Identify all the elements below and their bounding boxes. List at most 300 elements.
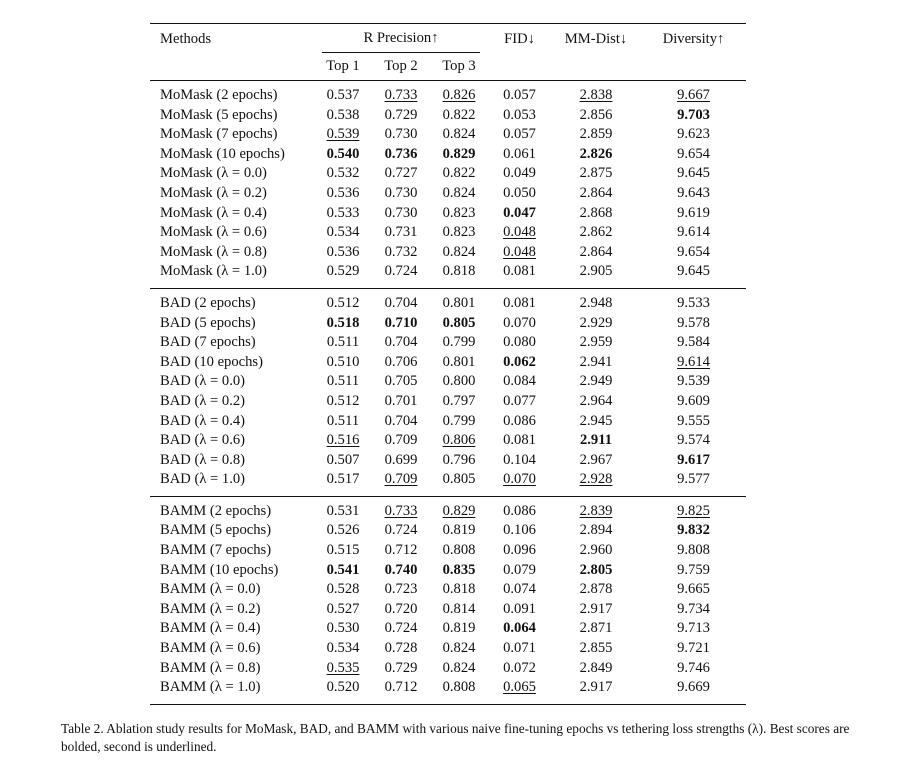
mm-value: 2.945 <box>579 412 613 429</box>
mm-value: 2.949 <box>579 373 613 390</box>
div-value: 9.759 <box>677 561 710 578</box>
top1-cell <box>314 243 372 263</box>
div-cell <box>641 659 746 679</box>
top1-cell <box>314 470 372 496</box>
fid-value: 0.065 <box>503 679 536 696</box>
top3-value: 0.806 <box>442 432 476 449</box>
top1-value: 0.526 <box>326 522 360 539</box>
top3-cell <box>430 639 488 659</box>
method-cell: MoMask (λ = 0.2) <box>160 184 267 201</box>
top1-cell <box>314 262 372 288</box>
top2-value: 0.732 <box>384 243 418 260</box>
top1-value: 0.520 <box>326 679 360 696</box>
div-cell <box>641 204 746 224</box>
table-row <box>150 521 746 541</box>
table-row <box>150 659 746 679</box>
top1-cell <box>314 451 372 471</box>
div-cell <box>641 561 746 581</box>
fid-cell <box>488 353 551 373</box>
top2-cell <box>372 619 430 639</box>
top2-value: 0.706 <box>384 353 418 370</box>
top2-cell <box>372 521 430 541</box>
top3-value: 0.824 <box>442 184 476 201</box>
table-row <box>150 288 746 313</box>
table-row <box>150 164 746 184</box>
mm-cell <box>551 431 641 451</box>
table-row <box>150 639 746 659</box>
mm-value: 2.839 <box>579 502 613 519</box>
mm-value: 2.964 <box>579 392 613 409</box>
top3-value: 0.829 <box>442 502 476 519</box>
div-value: 9.555 <box>677 412 710 429</box>
fid-value: 0.079 <box>503 561 536 578</box>
top2-cell <box>372 659 430 679</box>
mm-value: 2.941 <box>579 353 613 370</box>
table-row <box>150 431 746 451</box>
method-cell: BAD (λ = 0.2) <box>160 392 246 409</box>
div-value: 9.832 <box>677 522 710 539</box>
top2-cell <box>372 496 430 521</box>
mm-value: 2.875 <box>579 165 613 182</box>
top2-value: 0.727 <box>384 165 418 182</box>
top3-cell <box>430 314 488 334</box>
div-cell <box>641 521 746 541</box>
mm-value: 2.878 <box>579 581 613 598</box>
fid-value: 0.061 <box>503 145 536 162</box>
table-row <box>150 262 746 288</box>
fid-value: 0.081 <box>503 432 536 449</box>
div-value: 9.577 <box>677 471 710 488</box>
top3-value: 0.824 <box>442 126 476 143</box>
top2-cell <box>372 470 430 496</box>
mm-value: 2.948 <box>579 294 613 311</box>
fid-value: 0.057 <box>503 87 536 103</box>
mm-cell <box>551 470 641 496</box>
fid-value: 0.071 <box>503 640 536 657</box>
div-cell <box>641 496 746 521</box>
top2-cell <box>372 639 430 659</box>
top1-cell <box>314 496 372 521</box>
top1-cell <box>314 561 372 581</box>
top3-cell <box>430 223 488 243</box>
div-value: 9.721 <box>677 640 710 657</box>
fid-cell <box>488 164 551 184</box>
top2-cell <box>372 580 430 600</box>
method-cell: BAD (λ = 0.4) <box>160 412 246 429</box>
top1-value: 0.540 <box>326 145 360 162</box>
div-cell <box>641 288 746 313</box>
div-value: 9.734 <box>677 600 710 617</box>
top3-value: 0.799 <box>442 412 476 429</box>
fid-value: 0.047 <box>503 204 536 221</box>
top2-cell <box>372 353 430 373</box>
top3-value: 0.805 <box>442 471 476 488</box>
method-cell: BAMM (10 epochs) <box>160 561 279 578</box>
mm-cell <box>551 580 641 600</box>
fid-cell <box>488 145 551 165</box>
table-row <box>150 353 746 373</box>
top3-value: 0.805 <box>442 314 476 331</box>
header-mm-dist: MM-Dist↓ <box>551 24 641 81</box>
fid-value: 0.050 <box>503 184 536 201</box>
top3-value: 0.800 <box>442 373 476 390</box>
top3-cell <box>430 145 488 165</box>
div-value: 9.703 <box>677 106 710 123</box>
div-cell <box>641 372 746 392</box>
top1-cell <box>314 659 372 679</box>
div-cell <box>641 580 746 600</box>
header-methods: Methods <box>150 24 314 81</box>
fid-value: 0.091 <box>503 600 536 617</box>
top2-cell <box>372 678 430 704</box>
top2-value: 0.710 <box>384 314 418 331</box>
div-cell <box>641 184 746 204</box>
table-row <box>150 678 746 704</box>
top2-value: 0.720 <box>384 600 418 617</box>
top3-cell <box>430 580 488 600</box>
top2-cell <box>372 164 430 184</box>
method-cell: MoMask (λ = 0.0) <box>160 165 267 182</box>
top2-value: 0.699 <box>384 451 418 468</box>
top1-cell <box>314 639 372 659</box>
method-cell: BAD (2 epochs) <box>150 288 314 313</box>
method-cell: BAD (λ = 0.8) <box>160 451 246 468</box>
top1-value: 0.538 <box>326 106 360 123</box>
top1-cell <box>314 521 372 541</box>
top2-cell <box>372 333 430 353</box>
fid-cell <box>488 600 551 620</box>
top1-cell <box>314 353 372 373</box>
mm-value: 2.917 <box>579 679 613 696</box>
table-row <box>150 600 746 620</box>
top2-cell <box>372 314 430 334</box>
top3-cell <box>430 125 488 145</box>
div-value: 9.808 <box>677 542 710 559</box>
top3-value: 0.835 <box>442 561 476 578</box>
top1-value: 0.533 <box>326 204 360 221</box>
method-cell: BAMM (λ = 0.8) <box>160 659 261 676</box>
top1-cell <box>314 372 372 392</box>
top2-cell <box>372 243 430 263</box>
top3-cell <box>430 412 488 432</box>
fid-cell <box>488 678 551 704</box>
table-row <box>150 125 746 145</box>
table-row <box>150 223 746 243</box>
fid-value: 0.080 <box>503 334 536 351</box>
top2-cell <box>372 288 430 313</box>
top1-cell <box>314 619 372 639</box>
div-value: 9.584 <box>677 334 710 351</box>
top2-value: 0.724 <box>384 522 418 539</box>
fid-cell <box>488 659 551 679</box>
method-cell: MoMask (10 epochs) <box>160 145 285 162</box>
fid-cell <box>488 262 551 288</box>
div-cell <box>641 451 746 471</box>
fid-cell <box>488 451 551 471</box>
top2-value: 0.724 <box>384 620 418 637</box>
top3-value: 0.818 <box>442 581 476 598</box>
top2-cell <box>372 412 430 432</box>
mm-value: 2.917 <box>579 600 613 617</box>
top1-value: 0.537 <box>326 87 360 103</box>
div-value: 9.667 <box>677 87 710 103</box>
table-row <box>150 451 746 471</box>
top2-value: 0.704 <box>384 334 418 351</box>
top1-value: 0.536 <box>326 243 360 260</box>
div-cell <box>641 223 746 243</box>
top1-cell <box>314 600 372 620</box>
top1-value: 0.539 <box>326 126 360 143</box>
table-row <box>150 145 746 165</box>
fid-cell <box>488 288 551 313</box>
div-value: 9.574 <box>677 432 710 449</box>
method-cell: BAMM (λ = 0.0) <box>160 581 261 598</box>
method-cell: BAD (10 epochs) <box>160 353 263 370</box>
table-row <box>150 81 746 106</box>
mm-cell <box>551 333 641 353</box>
top1-cell <box>314 392 372 412</box>
top3-value: 0.818 <box>442 263 476 280</box>
top1-cell <box>314 431 372 451</box>
method-cell: BAMM (λ = 0.6) <box>160 640 261 657</box>
top3-value: 0.819 <box>442 522 476 539</box>
div-cell <box>641 639 746 659</box>
fid-cell <box>488 372 551 392</box>
top3-cell <box>430 184 488 204</box>
div-value: 9.614 <box>677 224 710 241</box>
top1-cell <box>314 412 372 432</box>
top1-cell <box>314 184 372 204</box>
mm-cell <box>551 223 641 243</box>
mm-cell <box>551 392 641 412</box>
fid-cell <box>488 412 551 432</box>
top2-cell <box>372 125 430 145</box>
top1-cell <box>314 314 372 334</box>
fid-cell <box>488 561 551 581</box>
div-cell <box>641 243 746 263</box>
mm-value: 2.856 <box>579 106 613 123</box>
mm-cell <box>551 561 641 581</box>
mm-value: 2.826 <box>579 145 613 162</box>
div-cell <box>641 262 746 288</box>
div-cell <box>641 412 746 432</box>
top1-value: 0.528 <box>326 581 360 598</box>
fid-value: 0.072 <box>503 659 536 676</box>
fid-cell <box>488 392 551 412</box>
div-cell <box>641 81 746 106</box>
top2-value: 0.728 <box>384 640 418 657</box>
mm-cell <box>551 639 641 659</box>
top3-cell <box>430 262 488 288</box>
table-body <box>150 81 746 705</box>
top2-cell <box>372 223 430 243</box>
mm-cell <box>551 353 641 373</box>
top1-value: 0.536 <box>326 184 360 201</box>
fid-value: 0.084 <box>503 373 536 390</box>
top1-value: 0.535 <box>326 659 360 676</box>
div-cell <box>641 392 746 412</box>
div-cell <box>641 470 746 496</box>
top2-value: 0.730 <box>384 204 418 221</box>
header-top1: Top 1 <box>326 58 360 75</box>
top3-value: 0.823 <box>442 224 476 241</box>
fid-value: 0.104 <box>503 451 536 468</box>
div-value: 9.578 <box>677 314 710 331</box>
top3-value: 0.826 <box>442 87 476 103</box>
fid-value: 0.096 <box>503 542 536 559</box>
mm-cell <box>551 372 641 392</box>
div-value: 9.645 <box>677 165 710 182</box>
top1-cell <box>314 333 372 353</box>
div-value: 9.609 <box>677 392 710 409</box>
table-row <box>150 412 746 432</box>
top3-cell <box>430 353 488 373</box>
mm-value: 2.855 <box>579 640 613 657</box>
top1-value: 0.511 <box>326 373 360 390</box>
fid-cell <box>488 580 551 600</box>
fid-value: 0.048 <box>503 243 536 260</box>
top2-cell <box>372 451 430 471</box>
div-value: 9.643 <box>677 184 710 201</box>
fid-value: 0.048 <box>503 224 536 241</box>
div-value: 9.533 <box>677 294 710 311</box>
method-cell: BAMM (λ = 0.2) <box>160 600 261 617</box>
top2-value: 0.730 <box>384 184 418 201</box>
top3-value: 0.823 <box>442 204 476 221</box>
fid-cell <box>488 314 551 334</box>
fid-cell <box>488 470 551 496</box>
div-value: 9.746 <box>677 659 710 676</box>
mm-value: 2.868 <box>579 204 613 221</box>
fid-value: 0.057 <box>503 126 536 143</box>
top3-value: 0.799 <box>442 334 476 351</box>
mm-cell <box>551 496 641 521</box>
top3-cell <box>430 431 488 451</box>
method-cell: MoMask (λ = 1.0) <box>160 263 267 280</box>
div-value: 9.539 <box>677 373 710 390</box>
fid-cell <box>488 184 551 204</box>
top1-cell <box>314 678 372 704</box>
mm-value: 2.929 <box>579 314 613 331</box>
mm-cell <box>551 619 641 639</box>
method-cell: BAMM (λ = 1.0) <box>150 678 314 704</box>
mm-cell <box>551 106 641 126</box>
table-row <box>150 333 746 353</box>
fid-cell <box>488 521 551 541</box>
fid-cell <box>488 223 551 243</box>
top1-value: 0.511 <box>326 334 360 351</box>
div-cell <box>641 541 746 561</box>
div-cell <box>641 125 746 145</box>
div-value: 9.617 <box>677 451 710 468</box>
top1-value: 0.534 <box>326 224 360 241</box>
div-value: 9.654 <box>677 145 710 162</box>
mm-cell <box>551 412 641 432</box>
table-row <box>150 580 746 600</box>
top3-cell <box>430 619 488 639</box>
top3-cell <box>430 600 488 620</box>
div-value: 9.614 <box>677 353 710 370</box>
top2-value: 0.712 <box>384 542 418 559</box>
div-value: 9.669 <box>677 679 710 696</box>
top2-value: 0.736 <box>384 145 418 162</box>
top3-value: 0.808 <box>442 679 476 696</box>
table-row <box>150 541 746 561</box>
mm-value: 2.967 <box>579 451 613 468</box>
mm-cell <box>551 243 641 263</box>
top1-value: 0.530 <box>326 620 360 637</box>
div-cell <box>641 353 746 373</box>
header-r-precision <box>314 24 488 55</box>
top2-cell <box>372 541 430 561</box>
table-row <box>150 392 746 412</box>
method-cell: BAMM (7 epochs) <box>160 542 272 559</box>
header-diversity: Diversity↑ <box>641 24 746 81</box>
top1-value: 0.517 <box>326 471 360 488</box>
top3-cell <box>430 106 488 126</box>
top3-cell <box>430 81 488 106</box>
mm-value: 2.862 <box>579 224 613 241</box>
top3-cell <box>430 541 488 561</box>
div-cell <box>641 333 746 353</box>
mm-cell <box>551 659 641 679</box>
top1-cell <box>314 81 372 106</box>
div-cell <box>641 600 746 620</box>
top2-value: 0.704 <box>384 412 418 429</box>
div-cell <box>641 678 746 704</box>
top3-value: 0.824 <box>442 659 476 676</box>
top2-cell <box>372 145 430 165</box>
top2-cell <box>372 262 430 288</box>
top3-cell <box>430 392 488 412</box>
top1-cell <box>314 223 372 243</box>
fid-cell <box>488 619 551 639</box>
top1-value: 0.529 <box>326 263 360 280</box>
top2-value: 0.733 <box>384 502 418 519</box>
fid-value: 0.064 <box>503 620 536 637</box>
top3-cell <box>430 561 488 581</box>
fid-cell <box>488 431 551 451</box>
top1-value: 0.515 <box>326 542 360 559</box>
mm-value: 2.959 <box>579 334 613 351</box>
div-cell <box>641 619 746 639</box>
div-cell <box>641 164 746 184</box>
fid-value: 0.074 <box>503 581 536 598</box>
top2-value: 0.729 <box>384 659 418 676</box>
top1-value: 0.507 <box>326 451 360 468</box>
top2-value: 0.709 <box>384 471 418 488</box>
top1-cell <box>314 106 372 126</box>
div-value: 9.623 <box>677 126 710 143</box>
fid-value: 0.106 <box>503 522 536 539</box>
table-row <box>150 372 746 392</box>
top2-value: 0.712 <box>384 679 418 696</box>
top1-cell <box>314 125 372 145</box>
top2-cell <box>372 204 430 224</box>
fid-value: 0.049 <box>503 165 536 182</box>
div-cell <box>641 314 746 334</box>
mm-cell <box>551 288 641 313</box>
mm-cell <box>551 164 641 184</box>
div-cell <box>641 431 746 451</box>
div-cell <box>641 106 746 126</box>
top2-value: 0.704 <box>384 294 418 311</box>
top3-value: 0.801 <box>442 294 476 311</box>
table-header <box>150 24 746 81</box>
fid-value: 0.077 <box>503 392 536 409</box>
table-row <box>150 619 746 639</box>
mm-value: 2.849 <box>579 659 613 676</box>
